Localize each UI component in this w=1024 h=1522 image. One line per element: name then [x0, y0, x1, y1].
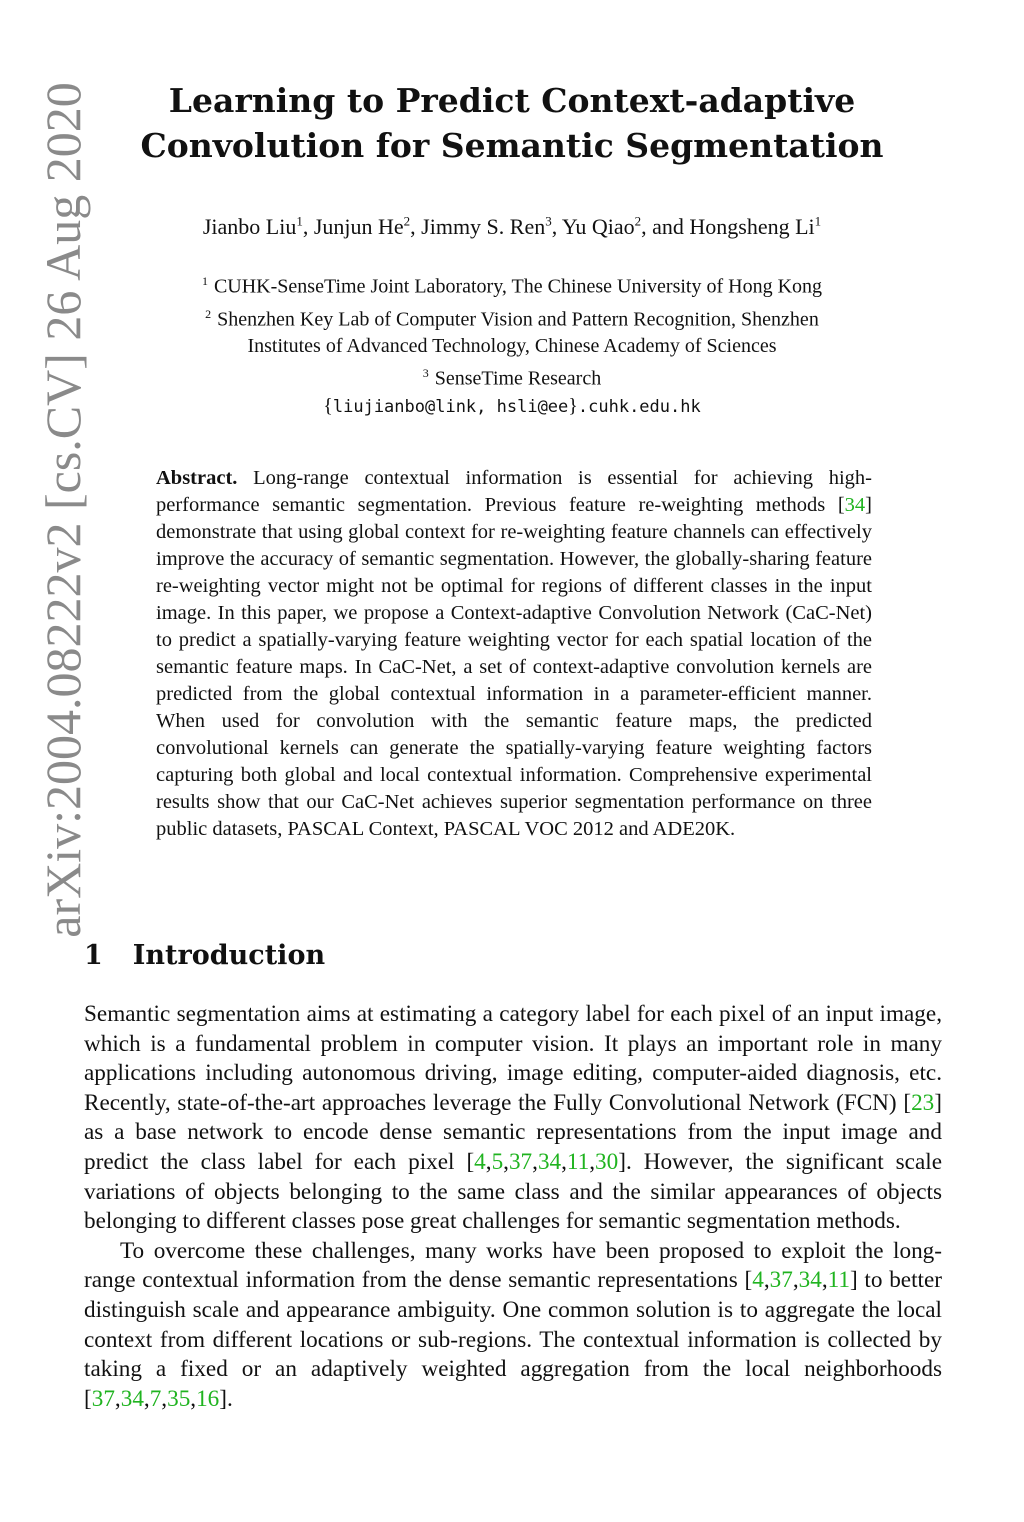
citation-link[interactable]: 37	[508, 1148, 533, 1175]
affiliation-2-continued: Institutes of Advanced Technology, Chinese Academy of Sciences	[247, 335, 777, 358]
author-list	[100, 214, 924, 240]
citation-link[interactable]: 5	[491, 1148, 504, 1175]
title-line-1: Learning to Predict Context-adaptive	[168, 81, 856, 120]
arxiv-identifier	[18, 40, 108, 980]
section-title: Introduction	[132, 940, 326, 971]
citation-link[interactable]: 34	[120, 1385, 144, 1412]
affiliations	[100, 268, 924, 421]
paragraph: To overcome these challenges, many works have been proposed to exploit the long-range contextual information from the dense semantic representations [4,37,34,11] to better distinguish scale and appearance ambiguity. One common solution is to aggregate the local context from different locations or sub-regions. The contextual information is collected by taking a fixed or an adaptively weighted aggregation from the local neighborhoods [37,34,7,35,16].	[84, 1237, 943, 1412]
section-number: 1	[84, 940, 103, 971]
citation-link[interactable]: 34	[537, 1148, 562, 1175]
citation-link[interactable]: 23	[911, 1089, 935, 1116]
citation-link[interactable]: 4	[752, 1267, 764, 1294]
abstract: Abstract. Long-range contextual information is essential for achieving high-performance semantic segmentation. Previous feature re-weighting methods [34] demonstrate that using global context for re-weighting feature channels can effectively improve the accuracy of semantic segmentation. However, the globally-sharing feature re-weighting vector might not be optimal for regions of different classes in the input image. In this paper, we propose a Context-adaptive Convolution Network (CaC-Net) to predict a spatially-varying feature weighting vector for each spatial location of the semantic feature maps. In CaC-Net, a set of context-adaptive convolution kernels are predicted from the global contextual information in a parameter-efficient manner. When used for convolution with the semantic feature maps, the predicted convolutional kernels can generate the spatially-varying feature weighting factors capturing both global and local contextual information. Comprehensive experimental results show that our CaC-Net achieves superior segmentation performance on three public datasets, PASCAL Context, PASCAL VOC 2012 and ADE20K.	[156, 467, 872, 840]
contact-email: {liujianbo@link, hsli@ee}.cuhk.edu.hk	[323, 394, 701, 417]
author: Jimmy S. Ren$^3$,	[421, 214, 562, 240]
citation-link[interactable]: 11	[827, 1267, 850, 1294]
citation-link[interactable]: 35	[167, 1385, 191, 1412]
citation-link[interactable]: 30	[595, 1148, 619, 1175]
citation-link[interactable]: 11	[566, 1148, 590, 1175]
author: Jianbo Liu$^1$,	[202, 214, 314, 240]
author: Junjun He$^2$,	[313, 214, 422, 240]
arxiv-identifier-text: arXiv:2004.08222v2 [cs.CV] 26 Aug 2020	[35, 82, 91, 938]
introduction-body	[84, 1000, 942, 1414]
citation-link[interactable]: 7	[149, 1385, 162, 1412]
section-heading	[84, 940, 325, 971]
citation-link[interactable]: 16	[196, 1385, 220, 1412]
citation-link[interactable]: 37	[769, 1267, 793, 1294]
affiliation-3: $^3$ SenseTime Research	[422, 366, 602, 390]
citation-link[interactable]: 37	[91, 1385, 115, 1412]
citation-link[interactable]: 34	[798, 1267, 822, 1294]
citation-link[interactable]: 34	[844, 494, 866, 516]
author: Hongsheng Li$^1$	[689, 214, 822, 240]
affiliation-2: $^2$ Shenzhen Key Lab of Computer Vision and Pattern Recognition, Shenzhen	[205, 306, 819, 331]
citation-link[interactable]: 4	[474, 1148, 486, 1175]
affiliation-1: $^1$ CUHK-SenseTime Joint Laboratory, The Chinese University of Hong Kong	[201, 274, 823, 298]
paragraph: Semantic segmentation aims at estimating a category label for each pixel of an input image, which is a fundamental problem in computer vision. It plays an important role in many applications including autonomous driving, image editing, computer-aided diagnosis, etc. Recently, state-of-the-art approaches leverage the Fully Convolutional Network (FCN) [23] as a base network to encode dense semantic representations from the input image and predict the class label for each pixel [4,5,37,34,11,30]. However, the significant scale variations of objects belonging to the same class and the similar appearances of objects belonging to different classes pose great challenges for semantic segmentation methods.	[84, 1001, 942, 1235]
author: Yu Qiao$^2$, and	[561, 214, 690, 240]
abstract-label: Abstract.	[156, 467, 238, 489]
title-line-2: Convolution for Semantic Segmentation	[140, 126, 884, 165]
paper-title	[120, 78, 904, 168]
